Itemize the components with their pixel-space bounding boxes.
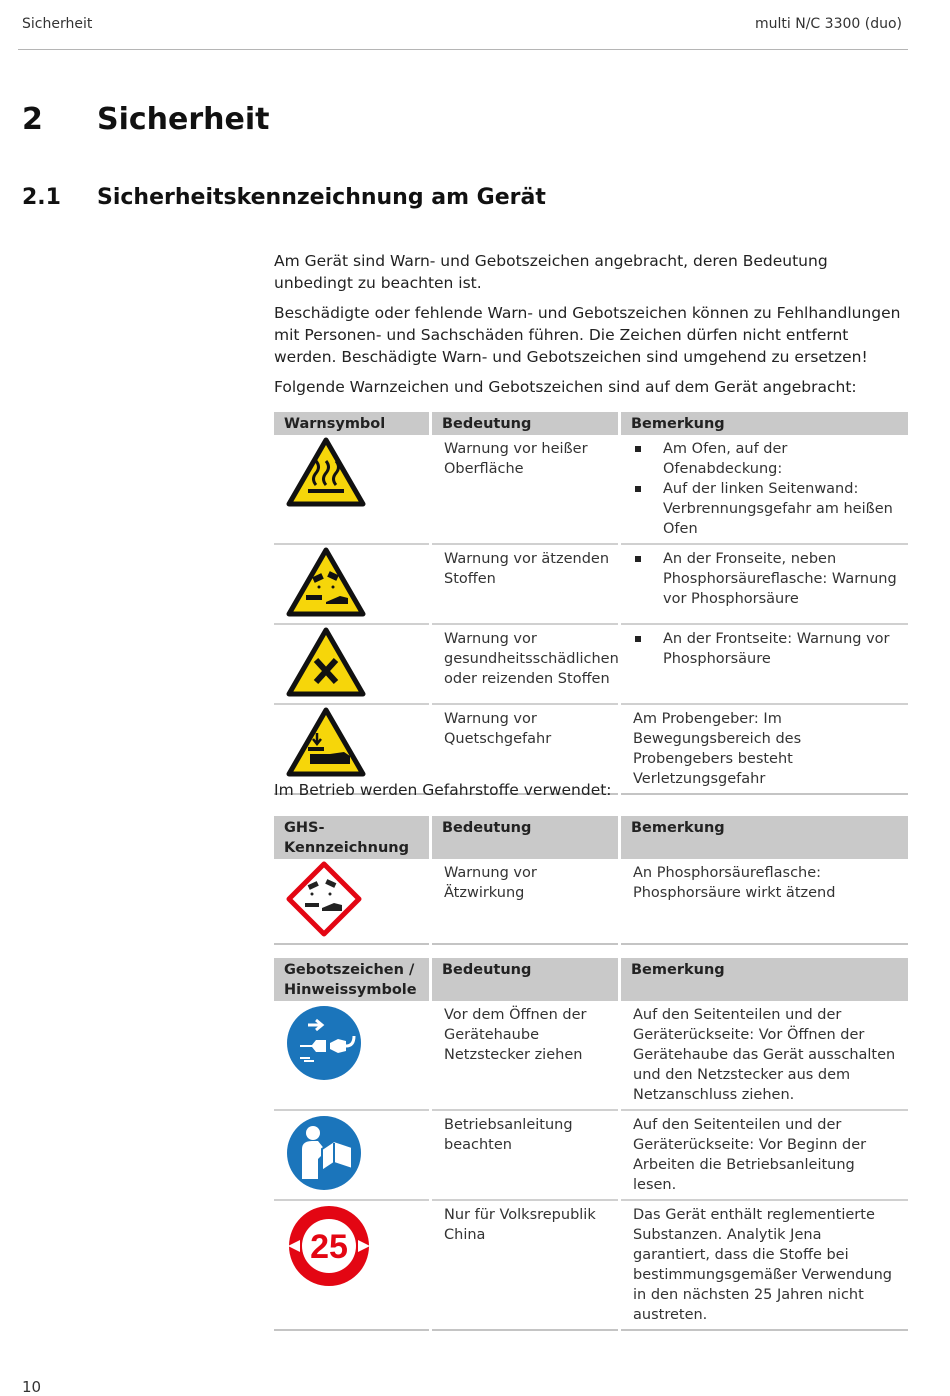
remark-cell: Auf den Seitenteilen und der Geräterückseite: Vor Öffnen der Gerätehaube das Gerät ausschalten und den Netzstecker aus dem Netzanschluss ziehen. — [621, 1001, 908, 1111]
table-row — [274, 1111, 908, 1201]
remark-cell: Auf den Seitenteilen und der Geräterückseite: Vor Beginn der Arbeiten die Betriebsanleitung lesen. — [621, 1111, 908, 1201]
remark-cell: An Phosphorsäureflasche: Phosphorsäure wirkt ätzend — [621, 859, 908, 945]
column-header: Bedeutung — [432, 412, 618, 435]
remark-cell — [621, 435, 908, 545]
column-header: Bemerkung — [621, 816, 908, 859]
mandatory-signs-table — [271, 958, 911, 1331]
warning-symbols-table — [271, 412, 911, 795]
page-number: 10 — [22, 1378, 42, 1396]
hot-surface-warning-icon — [286, 437, 366, 507]
table-header-row — [274, 816, 908, 859]
symbol-cell — [274, 1111, 429, 1201]
remark-bullet: An der Fronseite, neben Phosphorsäureflasche: Warnung vor Phosphorsäure — [633, 549, 900, 609]
column-header: Bedeutung — [432, 958, 618, 1001]
remark-bullet: Am Ofen, auf der Ofenabdeckung: — [633, 439, 900, 479]
remark-bullet: An der Frontseite: Warnung vor Phosphorsäure — [633, 629, 900, 669]
table-header-row — [274, 958, 908, 1001]
intro-paragraph-1: Am Gerät sind Warn- und Gebotszeichen angebracht, deren Bedeutung unbedingt zu beachten ist. — [274, 252, 828, 292]
intro-paragraph-3: Folgende Warnzeichen und Gebotszeichen sind auf dem Gerät angebracht: — [274, 378, 857, 396]
remark-cell — [621, 625, 908, 705]
table-row — [274, 859, 908, 945]
header-divider — [18, 49, 908, 50]
column-header: Warnsymbol — [274, 412, 429, 435]
corrosive-substances-warning-icon — [286, 547, 366, 617]
read-manual-icon — [286, 1113, 366, 1193]
harmful-irritant-warning-icon — [286, 627, 366, 697]
table-row — [274, 625, 908, 705]
crushing-hazard-warning-icon — [286, 707, 366, 777]
section-number: 2.1 — [22, 185, 61, 210]
meaning-cell: Warnung vor gesundheitsschädlichen oder reizenden Stoffen — [432, 625, 618, 705]
remark-cell: Das Gerät enthält reglementierte Substanzen. Analytik Jena garantiert, dass die Stoffe bei bestimmungsgemäßer Verwendung in den nächsten 25 Jahren nicht austreten. — [621, 1201, 908, 1331]
symbol-cell — [274, 545, 429, 625]
column-header: Bemerkung — [621, 412, 908, 435]
table-row — [274, 1201, 908, 1331]
table-header-row — [274, 412, 908, 435]
china-rohs-25-icon — [286, 1203, 372, 1289]
table-row — [274, 435, 908, 545]
symbol-cell — [274, 1001, 429, 1111]
running-header-product: multi N/C 3300 (duo) — [755, 16, 902, 32]
column-header: Bedeutung — [432, 816, 618, 859]
section-title: Sicherheitskennzeichnung am Gerät — [97, 185, 546, 210]
hazard-substances-intro: Im Betrieb werden Gefahrstoffe verwendet: — [274, 781, 612, 799]
meaning-cell: Warnung vor Ätzwirkung — [432, 859, 618, 945]
chapter-number: 2 — [22, 102, 43, 137]
running-header-section: Sicherheit — [22, 16, 93, 32]
remark-cell: Am Probengeber: Im Bewegungsbereich des Probengebers besteht Verletzungsgefahr — [621, 705, 908, 795]
meaning-cell: Vor dem Öffnen der Gerätehaube Netzstecker ziehen — [432, 1001, 618, 1111]
column-header: Gebotszeichen / Hinweissymbole — [274, 958, 429, 1001]
table-row — [274, 1001, 908, 1111]
column-header: Bemerkung — [621, 958, 908, 1001]
column-header: GHS-Kennzeichnung — [274, 816, 429, 859]
chapter-title: Sicherheit — [97, 102, 270, 137]
table-row — [274, 545, 908, 625]
unplug-mains-icon — [286, 1003, 366, 1083]
meaning-cell: Warnung vor Quetschgefahr — [432, 705, 618, 795]
rohs-25-label: 25 — [310, 1228, 348, 1266]
symbol-cell — [274, 625, 429, 705]
meaning-cell: Warnung vor heißer Oberfläche — [432, 435, 618, 545]
meaning-cell: Betriebsanleitung beachten — [432, 1111, 618, 1201]
meaning-cell: Warnung vor ätzenden Stoffen — [432, 545, 618, 625]
meaning-cell: Nur für Volksrepublik China — [432, 1201, 618, 1331]
remark-bullet: Auf der linken Seitenwand: Verbrennungsgefahr am heißen Ofen — [633, 479, 900, 539]
symbol-cell — [274, 1201, 429, 1331]
remark-cell — [621, 545, 908, 625]
symbol-cell — [274, 435, 429, 545]
symbol-cell — [274, 859, 429, 945]
ghs-table — [271, 816, 911, 945]
ghs-corrosion-icon — [286, 861, 362, 937]
intro-paragraph-2: Beschädigte oder fehlende Warn- und Gebotszeichen können zu Fehlhandlungen mit Personen- und Sachschäden führen. Die Zeichen dürfen nicht entfernt werden. Beschädigte Warn- und Gebotszeichen sind umgehend zu ersetzen! — [274, 304, 901, 366]
